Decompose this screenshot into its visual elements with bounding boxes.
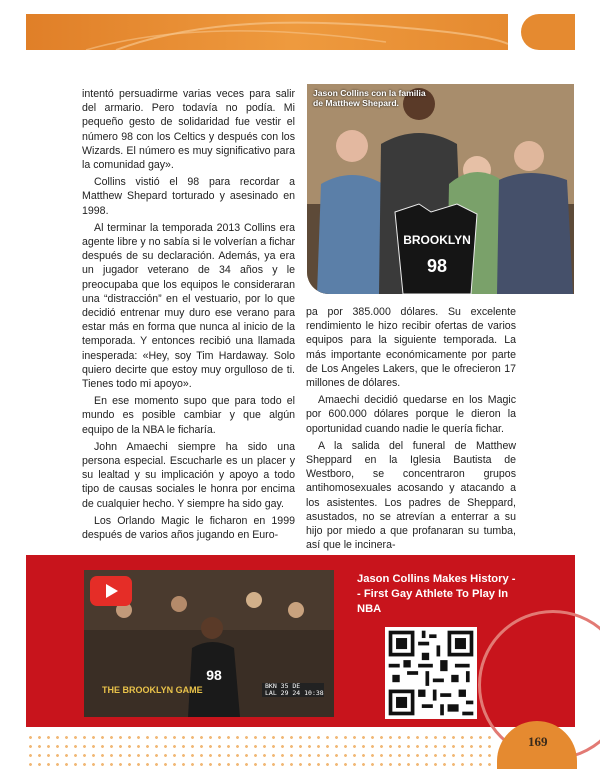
jersey-number-text: 98 — [426, 256, 448, 276]
score-line: BKN 35 DE — [265, 682, 301, 690]
paragraph: En ese momento supo que para todo el mundo es posible cambiar y que algún equipo de la NBA le ficharía. — [82, 395, 295, 436]
paragraph: pa por 385.000 dólares. Su excelente rendimiento le hizo recibir ofertas de varios equipos para la siguiente temporada. La más importante económicamente por parte de Los Angeles Lakers, que le ofrecieron 17 millones de dólares. — [306, 306, 516, 390]
dotted-pattern — [26, 733, 496, 769]
collins-photo — [307, 84, 574, 294]
video-watermark: THE BROOKLYN GAME — [102, 685, 203, 695]
video-thumbnail[interactable] — [84, 570, 334, 717]
scoreboard — [262, 683, 324, 697]
score-line: LAL 29 24 10:38 — [265, 689, 324, 697]
article-left-column — [82, 87, 295, 545]
qr-code-image — [385, 627, 477, 719]
paragraph: A la salida del funeral de Matthew Sheppard en la Iglesia Bautista de Westboro, se concentraron grupos antihomosexuales acosando y atacando a los asistentes. Los padres de Sheppard, asustados, no se atrevían a enterrar a su hijo por miedo a que profanaran su tumba, así que le incinera- — [306, 439, 516, 552]
qr-code[interactable] — [385, 627, 477, 719]
paragraph: John Amaechi siempre ha sido una persona especial. Escucharle es un placer y su lealtad y su implicación y apoyo a todo tipo de causas sociales le honra por encima de cualquier hecho. Y siempre ha sido gay. — [82, 440, 295, 510]
header-swirl-graphic — [26, 14, 508, 50]
play-button[interactable] — [90, 576, 132, 606]
page-number: 169 — [528, 734, 548, 749]
paragraph: Al terminar la temporada 2013 Collins era agente libre y no sabía si le volverían a fichar después de su declaración. Además, ya era un jugador veterano de 34 años y le preocupaba que los equipos le consideraran una “distracción” en el vestuario, por lo que decidió entrenar muy duro ese verano para estar más en forma que nunca al inicio de la temporada. Y entonces recibió una llamada inesperada: «Hey, soy Tim Hardaway. Solo quiero decirte que estoy muy orgulloso de ti. Tienes todo mi apoyo». — [82, 221, 295, 391]
header-tab — [521, 14, 575, 50]
svg-text:98: 98 — [206, 667, 222, 683]
video-title: Jason Collins Makes History -- First Gay Athlete To Play In NBA — [357, 573, 516, 615]
paragraph: Collins vistió el 98 para recordar a Matthew Shepard torturado y asesinado en 1998. — [82, 176, 295, 217]
photo-illustration — [307, 84, 574, 294]
header-decorative-bar — [26, 14, 508, 50]
paragraph: intentó persuadirme varias veces para salir del armario. Pero todavía no podía. Mi pequeño gesto de solidaridad fue vestir el número 98 con los Celtics y después con los Wizards. El número es muy significativo para la comunidad gay». — [82, 88, 295, 172]
photo-caption: Jason Collins con la familia de Matthew Shepard. — [313, 88, 426, 108]
paragraph: Los Orlando Magic le ficharon en 1999 después de varios años jugando en Euro- — [82, 514, 295, 542]
jersey-team-text: BROOKLYN — [403, 233, 471, 247]
paragraph: Amaechi decidió quedarse en los Magic por 600.000 dólares porque le dieron la oportunidad cuando nadie le quería fichar. — [306, 394, 516, 435]
article-right-column — [306, 305, 516, 555]
